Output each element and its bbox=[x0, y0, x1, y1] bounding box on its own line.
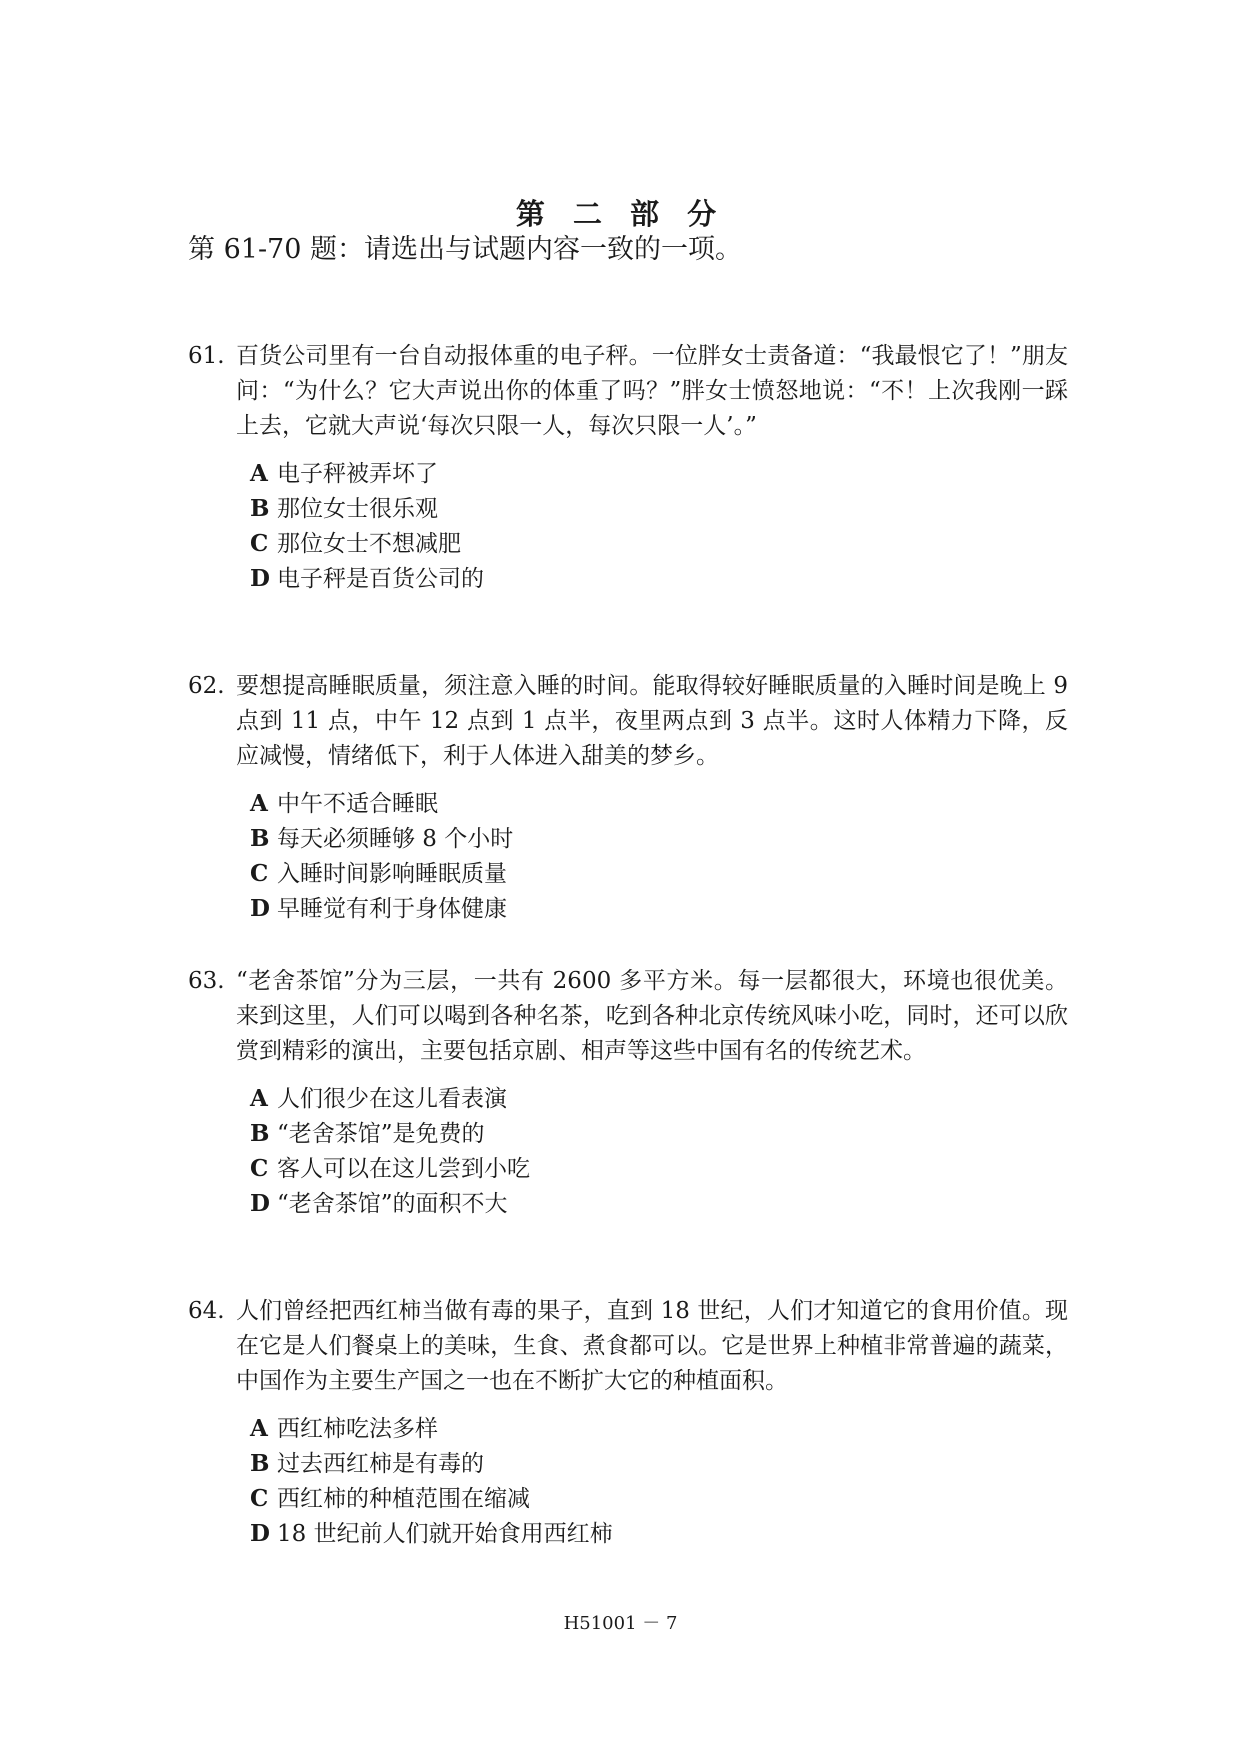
option-text: 中午不适合睡眠 bbox=[277, 791, 438, 817]
option-text: 入睡时间影响睡眠质量 bbox=[277, 861, 507, 887]
option-letter: D bbox=[250, 895, 270, 922]
option-letter: C bbox=[250, 1485, 269, 1512]
option-letter: B bbox=[250, 1120, 270, 1147]
option-d[interactable] bbox=[250, 1516, 1068, 1551]
option-letter: D bbox=[250, 565, 270, 592]
question-stem bbox=[188, 669, 1068, 774]
option-letter: C bbox=[250, 530, 269, 557]
question-number: 61. bbox=[188, 343, 225, 369]
option-text: 过去西红柿是有毒的 bbox=[277, 1451, 484, 1477]
option-text: 18 世纪前人们就开始食用西红柿 bbox=[277, 1521, 613, 1547]
option-letter: A bbox=[250, 460, 268, 487]
option-d[interactable] bbox=[250, 561, 1068, 596]
option-text: “老舍茶馆”是免费的 bbox=[277, 1121, 485, 1147]
question-61 bbox=[188, 339, 1068, 596]
option-a[interactable] bbox=[250, 786, 1068, 821]
option-letter: C bbox=[250, 860, 269, 887]
option-d[interactable] bbox=[250, 1186, 1068, 1221]
option-a[interactable] bbox=[250, 456, 1068, 491]
option-text: 那位女士不想减肥 bbox=[277, 531, 461, 557]
page-title: 第 二 部 分 bbox=[515, 197, 726, 231]
page-footer: H51001 － 7 bbox=[563, 1613, 678, 1634]
option-list bbox=[188, 786, 1068, 926]
option-letter: B bbox=[250, 825, 270, 852]
question-stem bbox=[188, 1294, 1068, 1399]
option-text: 电子秤被弄坏了 bbox=[277, 461, 438, 487]
option-list bbox=[188, 1411, 1068, 1551]
question-64 bbox=[188, 1294, 1068, 1551]
option-b[interactable] bbox=[250, 491, 1068, 526]
option-letter: D bbox=[250, 1190, 270, 1217]
option-a[interactable] bbox=[250, 1081, 1068, 1116]
question-text: 要想提高睡眠质量，须注意入睡的时间。能取得较好睡眠质量的入睡时间是晚上 9 点到 11 点，中午 12 点到 1 点半，夜里两点到 3 点半。这时人体精力下降，反应减慢，情绪低下，利于人体进入甜美的梦乡。 bbox=[236, 673, 1068, 769]
question-text: 人们曾经把西红柿当做有毒的果子，直到 18 世纪，人们才知道它的食用价值。现在它是人们餐桌上的美味，生食、煮食都可以。它是世界上种植非常普遍的蔬菜，中国作为主要生产国之一也在不断扩大它的种植面积。 bbox=[236, 1298, 1068, 1394]
question-63 bbox=[188, 964, 1068, 1221]
question-text: 百货公司里有一台自动报体重的电子秤。一位胖女士责备道：“我最恨它了！”朋友问：“为什么？它大声说出你的体重了吗？”胖女士愤怒地说：“不！上次我刚一踩上去，它就大声说‘每次只限一人，每次只限一人’。” bbox=[236, 343, 1068, 439]
option-c[interactable] bbox=[250, 1481, 1068, 1516]
option-a[interactable] bbox=[250, 1411, 1068, 1446]
option-letter: A bbox=[250, 790, 268, 817]
question-62 bbox=[188, 669, 1068, 926]
option-letter: B bbox=[250, 1450, 270, 1477]
option-b[interactable] bbox=[250, 821, 1068, 856]
option-d[interactable] bbox=[250, 891, 1068, 926]
option-letter: C bbox=[250, 1155, 269, 1182]
option-text: 那位女士很乐观 bbox=[277, 496, 438, 522]
option-c[interactable] bbox=[250, 856, 1068, 891]
question-text: “老舍茶馆”分为三层，一共有 2600 多平方米。每一层都很大，环境也很优美。来到这里，人们可以喝到各种名茶，吃到各种北京传统风味小吃，同时，还可以欣赏到精彩的演出，主要包括京剧、相声等这些中国有名的传统艺术。 bbox=[236, 968, 1068, 1064]
option-text: 人们很少在这儿看表演 bbox=[277, 1086, 507, 1112]
question-stem bbox=[188, 964, 1068, 1069]
option-text: 早睡觉有利于身体健康 bbox=[277, 896, 507, 922]
option-text: 西红柿的种植范围在缩减 bbox=[277, 1486, 530, 1512]
option-b[interactable] bbox=[250, 1116, 1068, 1151]
question-number: 64. bbox=[188, 1298, 225, 1324]
option-text: 客人可以在这儿尝到小吃 bbox=[277, 1156, 530, 1182]
option-c[interactable] bbox=[250, 526, 1068, 561]
option-text: 西红柿吃法多样 bbox=[277, 1416, 438, 1442]
option-text: 每天必须睡够 8 个小时 bbox=[277, 826, 514, 852]
question-number: 62. bbox=[188, 673, 225, 699]
option-text: 电子秤是百货公司的 bbox=[277, 566, 484, 592]
option-c[interactable] bbox=[250, 1151, 1068, 1186]
option-letter: D bbox=[250, 1520, 270, 1547]
section-instruction: 第 61-70 题：请选出与试题内容一致的一项。 bbox=[188, 234, 743, 265]
option-b[interactable] bbox=[250, 1446, 1068, 1481]
option-list bbox=[188, 1081, 1068, 1221]
option-list bbox=[188, 456, 1068, 596]
option-letter: B bbox=[250, 495, 270, 522]
question-stem bbox=[188, 339, 1068, 444]
option-letter: A bbox=[250, 1415, 268, 1442]
option-text: “老舍茶馆”的面积不大 bbox=[277, 1191, 508, 1217]
option-letter: A bbox=[250, 1085, 268, 1112]
question-number: 63. bbox=[188, 968, 225, 994]
